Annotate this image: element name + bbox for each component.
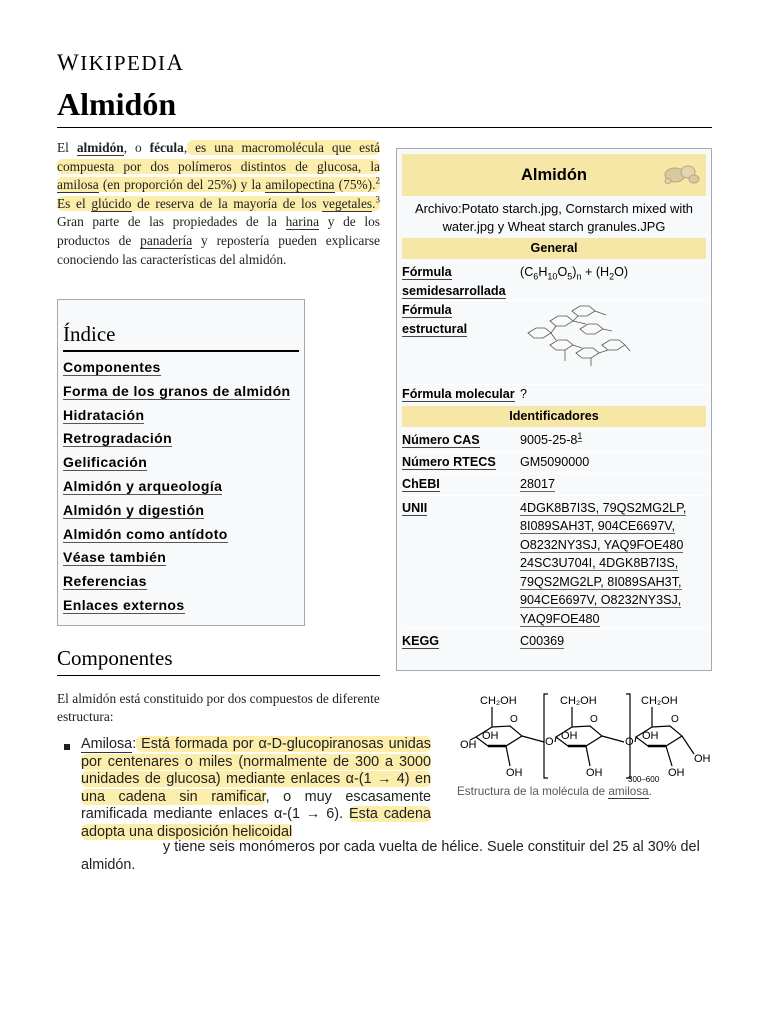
- kegg-link[interactable]: C00369: [520, 634, 565, 649]
- intro-text: Es el: [57, 195, 92, 211]
- ch2oh-label: CH₂OH: [641, 695, 678, 707]
- toc-item-gelificacion[interactable]: [63, 451, 299, 475]
- section-heading-componentes: Componentes: [57, 646, 173, 670]
- toc-item-label[interactable]: Referencias: [63, 573, 147, 590]
- toc-item-label[interactable]: Véase también: [63, 549, 167, 566]
- row-label: [402, 262, 520, 300]
- unii-line[interactable]: 904CE6697V, O8232NY3SJ,: [520, 593, 682, 607]
- link-caption-amilosa[interactable]: amilosa: [608, 785, 649, 798]
- row-value: [520, 301, 706, 384]
- row-value: ?: [520, 387, 528, 401]
- infobox-title-text: Almidón: [521, 166, 587, 184]
- row-value: [520, 431, 706, 450]
- unii-line[interactable]: O8232NY3SJ, YAQ9FOE480: [520, 537, 684, 552]
- row-label: [402, 475, 520, 494]
- unii-line[interactable]: 8I089SAH3T, 904CE6697V,: [520, 519, 675, 533]
- row-label-link[interactable]: UNII: [402, 500, 428, 515]
- row-label-link[interactable]: Número CAS: [402, 432, 480, 447]
- row-label-link[interactable]: Número RTECS: [402, 454, 496, 469]
- infobox: [396, 148, 712, 671]
- bullet-icon: [64, 744, 70, 750]
- row-value: [520, 475, 706, 494]
- toc-item-hidratacion[interactable]: [63, 404, 299, 428]
- toc-item-digestion[interactable]: [63, 499, 299, 523]
- infobox-row-molecular: [402, 384, 706, 404]
- o-label: O: [671, 714, 679, 725]
- oh-label: OH: [694, 753, 711, 765]
- toc-item-label[interactable]: Almidón y digestión: [63, 501, 205, 518]
- toc-item-label[interactable]: Retrogradación: [63, 430, 173, 447]
- link-harina[interactable]: harina: [285, 214, 320, 230]
- page-title: Almidón: [57, 86, 177, 122]
- amilosa-bullet: [81, 736, 431, 841]
- row-value: GM5090000: [520, 454, 590, 469]
- infobox-image-caption[interactable]: Archivo:Potato starch.jpg, Cornstarch mixed with water.jpg y Wheat starch granules.JPG: [415, 201, 693, 234]
- link-vegetales[interactable]: vegetales: [322, 195, 373, 211]
- infobox-row-chebi: [402, 473, 706, 495]
- toc-item-label[interactable]: Forma de los granos de almidón: [63, 382, 291, 399]
- toc-item-referencias[interactable]: [63, 570, 299, 594]
- ch2oh-label: CH₂OH: [560, 695, 597, 707]
- intro-text: de reserva de la mayoría de los: [131, 195, 323, 211]
- amilosa-highlight-2: Esta cadena adopta una disposición helicoidal: [81, 806, 431, 840]
- o-label: O: [625, 736, 634, 748]
- row-value: [520, 499, 706, 629]
- toc-item-label[interactable]: Enlaces externos: [63, 596, 185, 613]
- intro-text: Gran parte de las propiedades de la: [57, 214, 286, 230]
- oh-label: OH: [506, 767, 523, 779]
- row-label-link[interactable]: ChEBI: [402, 476, 440, 491]
- amilosa-text: , o muy escasamente ramificada mediante enlaces α-(1 → 6).: [81, 788, 431, 822]
- reference-2[interactable]: 2: [375, 175, 380, 186]
- section-paragraph: El almidón está constituido por dos compuestos de diferente estructura:: [57, 691, 380, 724]
- toc-item-retrogradacion[interactable]: [63, 427, 299, 451]
- starch-granules-icon: [661, 162, 701, 186]
- o-label: O: [590, 714, 598, 725]
- intro-paragraph: [57, 139, 380, 269]
- row-label: [402, 453, 520, 472]
- term-almidon: almidón: [76, 140, 124, 155]
- oh-label: OH: [668, 767, 685, 779]
- highlight-2: [57, 196, 380, 211]
- link-amilosa-bullet[interactable]: Amilosa: [81, 736, 133, 752]
- wordmark-initial: W: [57, 50, 81, 75]
- toc-item-label[interactable]: Almidón y arqueología: [63, 477, 223, 494]
- chebi-link[interactable]: 28017: [520, 476, 556, 491]
- infobox-row-kegg: [402, 628, 706, 654]
- table-of-contents: [57, 299, 305, 626]
- oh-label: OH: [586, 767, 603, 779]
- infobox-row-estructural: [402, 300, 706, 384]
- infobox-section-general: General: [402, 238, 706, 259]
- section-divider: [57, 675, 380, 676]
- intro-text: (75%).: [334, 177, 376, 193]
- toc-item-label[interactable]: Hidratación: [63, 406, 145, 423]
- toc-item-antidoto[interactable]: [63, 523, 299, 547]
- toc-item-label[interactable]: Gelificación: [63, 454, 148, 471]
- term-fecula: fécula: [149, 140, 184, 155]
- infobox-section-identificadores: Identificadores: [402, 406, 706, 427]
- oh-label: OH: [482, 730, 499, 742]
- oh-label: OH: [561, 730, 578, 742]
- intro-text: .: [372, 195, 376, 211]
- link-amilopectina[interactable]: amilopectina: [265, 177, 335, 193]
- link-glucido[interactable]: glúcido: [91, 195, 132, 211]
- intro-text: y repostería pueden explicarse conociendo las características del almidón.: [57, 232, 380, 267]
- toc-item-arqueologia[interactable]: [63, 475, 299, 499]
- toc-item-forma-granos[interactable]: [63, 380, 299, 404]
- amilosa-bullet-tail: y tiene seis monómeros por cada vuelta de hélice. Suele constituir del 25 al 30% del almidón.: [81, 839, 700, 873]
- amilosa-text: :: [132, 736, 137, 752]
- row-label: [402, 499, 520, 629]
- row-label: [402, 431, 520, 450]
- row-label: [402, 385, 520, 404]
- row-label-link[interactable]: Fórmula semidesarrollada: [402, 265, 506, 298]
- intro-text: , o: [123, 140, 150, 155]
- diagram-caption: [457, 785, 717, 798]
- toc-item-vease[interactable]: [63, 546, 299, 570]
- unii-line[interactable]: 4DGK8B7I3S, 79QS2MG2LP,: [520, 500, 687, 515]
- intro-text: El: [57, 140, 77, 155]
- row-value: [520, 632, 706, 651]
- toc-item-componentes[interactable]: [63, 356, 299, 380]
- o-label: O: [545, 736, 554, 748]
- infobox-row-semidesarrollada: [402, 261, 706, 300]
- link-amilosa[interactable]: amilosa: [57, 177, 99, 193]
- infobox-row-unii: [402, 495, 706, 629]
- wikipedia-wordmark[interactable]: [57, 50, 185, 76]
- toc-item-label[interactable]: Componentes: [63, 359, 161, 375]
- row-label: [402, 301, 520, 384]
- toc-item-label[interactable]: Almidón como antídoto: [63, 525, 228, 542]
- row-label: [402, 632, 520, 651]
- intro-text: es una macromolécula que está compuesta por dos polímeros distintos de glucosa, la: [57, 140, 380, 174]
- unii-line[interactable]: 24SC3U704I, 4DGK8B7I3S,: [520, 556, 679, 570]
- structural-formula-image[interactable]: [520, 301, 632, 369]
- infobox-title: [402, 154, 706, 196]
- link-panaderia[interactable]: panadería: [140, 232, 193, 248]
- unii-line[interactable]: 79QS2MG2LP, 8I089SAH3T,: [520, 574, 682, 589]
- row-label-link[interactable]: Fórmula molecular: [402, 387, 515, 401]
- infobox-row-rtecs: [402, 451, 706, 473]
- row-label-link[interactable]: KEGG: [402, 634, 440, 649]
- caption-text: .: [648, 785, 652, 798]
- infobox-row-cas: [402, 429, 706, 451]
- wordmark-body: IKIPEDI: [80, 51, 167, 75]
- repeat-label: 300–600: [628, 775, 660, 784]
- caption-text: Estructura de la molécula de: [457, 785, 609, 798]
- o-label: O: [510, 714, 518, 725]
- row-value: $(C_6H_{10}O_5)_n + (H_2O)$: [520, 265, 629, 282]
- amilosa-highlight-1: Está formada por α-D-glucopiranosas unidas por centenares o miles (normalmente de 300 a 3000 unidades de glucosa) mediante enlaces α-(1 → 4) en una cadena sin ramificar: [81, 736, 431, 805]
- amylose-structure-diagram: [458, 690, 718, 785]
- reference-3[interactable]: 3: [375, 194, 381, 205]
- row-label-link[interactable]: Fórmula estructural: [402, 303, 468, 336]
- intro-text: y de los productos de: [57, 214, 380, 248]
- oh-label: OH: [642, 730, 659, 742]
- intro-text: (en proporción del 25%) y la: [98, 177, 266, 193]
- title-divider: [57, 127, 712, 128]
- toc-item-enlaces[interactable]: [63, 594, 299, 618]
- intro-text: ,: [183, 140, 188, 155]
- oh-label: OH: [460, 739, 477, 751]
- wordmark-final: A: [166, 50, 185, 75]
- unii-line[interactable]: YAQ9FOE480: [520, 611, 600, 626]
- cas-number: 9005-25-8: [520, 432, 578, 447]
- reference-1[interactable]: 1: [577, 430, 583, 441]
- toc-title: Índice: [63, 322, 299, 352]
- ch2oh-label: CH₂OH: [480, 695, 517, 707]
